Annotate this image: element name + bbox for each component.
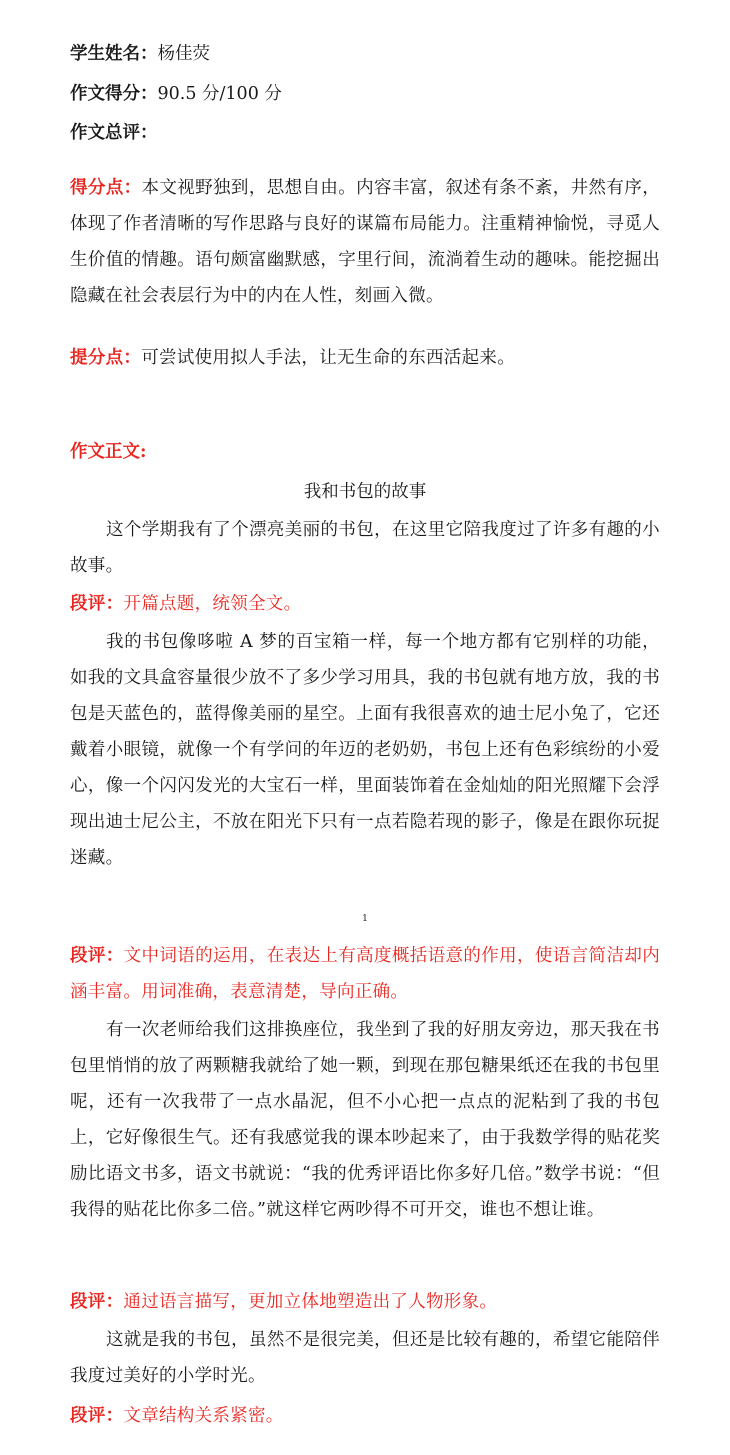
essay-score-value: 90.5 分/100 分 [157, 84, 282, 104]
improvement-paragraph [70, 340, 660, 376]
paragraph-comment-3 [70, 1284, 660, 1320]
essay-paragraph-4: 这就是我的书包，虽然不是很完美，但还是比较有趣的，希望它能陪伴我度过美好的小学时光。 [70, 1330, 660, 1386]
paragraph-comment-4 [70, 1398, 660, 1434]
paragraph-comment-text: 文中词语的运用，在表达上有高度概括语意的作用，使语言简洁却内涵丰富。用词准确，表意清楚，导向正确。 [70, 946, 661, 1002]
essay-paragraph-3: 有一次老师给我们这排换座位，我坐到了我的好朋友旁边，那天我在书包里悄悄的放了两颗糖我就给了她一颗，到现在那包糖果纸还在我的书包里呢，还有一次我带了一点水晶泥，但不小心把一点点的泥粘到了我的书包上，它好像很生气。还有我感觉我的课本吵起来了，由于我数学得的贴花奖励比语文书多，语文书就说：“我的优秀评语比你多好几倍。”数学书说：“但我得的贴花比你多二倍。”就这样它两吵得不可开交，谁也不想让谁。 [70, 1020, 660, 1220]
essay-paragraph-2: 我的书包像哆啦 A 梦的百宝箱一样，每一个地方都有它别样的功能，如我的文具盒容量很少放不了多少学习用具，我的书包就有地方放，我的书包是天蓝色的，蓝得像美丽的星空。上面有我很喜欢的迪士尼小兔了，它还戴着小眼镜，就像一个有学问的年迈的老奶奶，书包上还有色彩缤纷的小爱心，像一个闪闪发光的大宝石一样，里面装饰着在金灿灿的阳光照耀下会浮现出迪士尼公主，不放在阳光下只有一点若隐若现的影子，像是在跟你玩捉迷藏。 [70, 632, 660, 868]
paragraph-comment-1 [70, 586, 660, 622]
strengths-paragraph [70, 170, 660, 314]
paragraph-comment-text: 文章结构关系紧密。 [123, 1406, 284, 1426]
student-name-value: 杨佳荧 [157, 44, 210, 64]
paragraph-comment-label: 段评： [70, 594, 124, 614]
paragraph-comment-text: 开篇点题，统领全文。 [123, 594, 302, 614]
essay-section-label: 作文正文: [70, 442, 147, 462]
paragraph-comment-label: 段评： [70, 1406, 124, 1426]
essay-paragraph-1: 这个学期我有了个漂亮美丽的书包，在这里它陪我度过了许多有趣的小故事。 [70, 520, 660, 576]
paragraph-comment-text: 通过语言描写，更加立体地塑造出了人物形象。 [123, 1292, 498, 1312]
page-number: 1 [362, 914, 368, 924]
paragraph-comment-label: 段评： [70, 946, 124, 966]
strengths-text: 本文视野独到，思想自由。内容丰富，叙述有条不紊，井然有序，体现了作者清晰的写作思路与良好的谋篇布局能力。注重精神愉悦，寻觅人生价值的情趣。语句颇富幽默感，字里行间，流淌着生动的趣味。能挖掘出隐藏在社会表层行为中的内在人性，刻画入微。 [70, 178, 660, 306]
overall-review-label: 作文总评： [70, 123, 158, 143]
paragraph-comment-label: 段评： [70, 1292, 124, 1312]
essay-score-line [70, 84, 660, 104]
improvement-text: 可尝试使用拟人手法，让无生命的东西活起来。 [141, 348, 516, 368]
student-name-line [70, 44, 660, 64]
improvement-label: 提分点： [70, 348, 142, 368]
essay-title: 我和书包的故事 [303, 482, 427, 502]
paragraph-comment-2 [70, 938, 660, 1010]
strengths-label: 得分点： [70, 178, 142, 198]
student-name-label: 学生姓名： [70, 44, 158, 64]
essay-score-label: 作文得分： [70, 84, 158, 104]
